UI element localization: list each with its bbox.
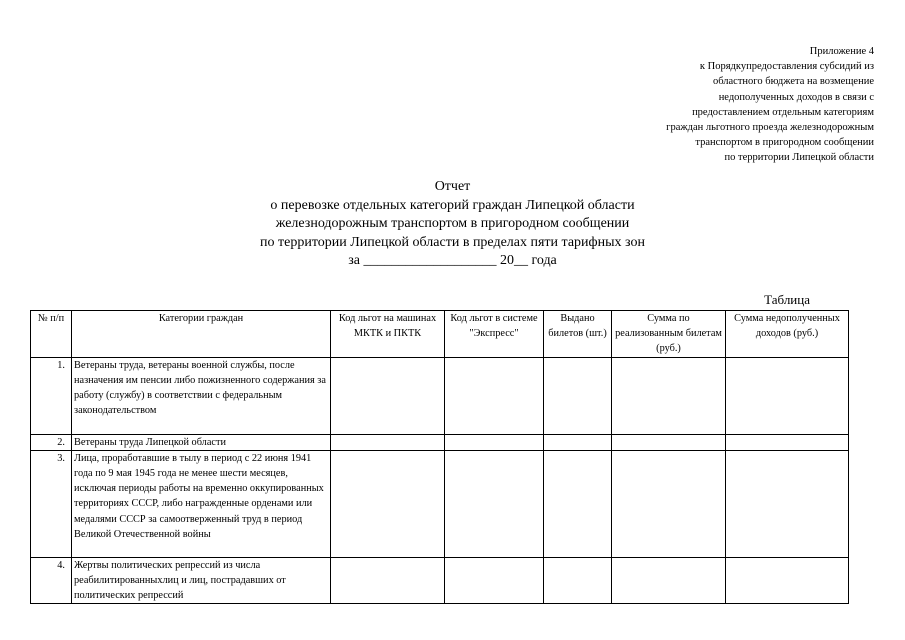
row-cell-sum-sold (612, 450, 726, 557)
row-cell-sum-lost (726, 357, 849, 434)
appendix-block (544, 44, 874, 166)
row-cell-code-express (445, 434, 544, 450)
header-cell-category: Категории граждан (72, 311, 331, 358)
appendix-line: транспортом в пригородном сообщении (695, 137, 874, 149)
row-cell-sum-lost (726, 450, 849, 557)
header-cell-code-express: Код льгот в системе "Экспресс" (445, 311, 544, 358)
title-line: о перевозке отдельных категорий граждан Липецкой области (270, 197, 635, 213)
row-cell-code-mktk (331, 357, 445, 434)
row-category: Лица, проработавшие в тылу в период с 22 июня 1941 года по 9 мая 1945 года не менее шести месяцев, исключая периоды работы на временно оккупированных территориях СССР, либо награжденные орденами или медалями СССР за самоотверженный труд в период Великой Отечественной войны (72, 450, 331, 557)
header-cell-number: № п/п (31, 311, 72, 358)
row-cell-code-mktk (331, 434, 445, 450)
row-category: Жертвы политических репрессий из числа реабилитированныхлиц и лиц, пострадавших от политических репрессий (72, 557, 331, 604)
header-cell-sum-lost: Сумма недополученных доходов (руб.) (726, 311, 849, 358)
appendix-line: граждан льготного проезда железнодорожным (666, 122, 874, 134)
row-cell-code-express (445, 557, 544, 604)
row-number: 3. (31, 450, 72, 557)
appendix-line: по территории Липецкой области (724, 152, 874, 164)
report-table (30, 310, 849, 604)
header-cell-tickets-issued: Выдано билетов (шт.) (544, 311, 612, 358)
appendix-line: предоставлением отдельным категориям (692, 106, 874, 118)
report-title (0, 178, 905, 271)
appendix-line: областного бюджета на возмещение (712, 76, 874, 88)
header-cell-code-mktk: Код льгот на машинах МКТК и ПКТК (331, 311, 445, 358)
row-number: 4. (31, 557, 72, 604)
row-category: Ветераны труда, ветераны военной службы, после назначения им пенсии либо пожизненного содержания за работу (службу) в соответствии с федеральным законодательством (72, 357, 331, 434)
row-number: 2. (31, 434, 72, 450)
title-line: железнодорожным транспортом в пригородном сообщении (275, 216, 630, 232)
appendix-line: к Порядкупредоставления субсидий из (699, 61, 874, 73)
row-cell-code-express (445, 357, 544, 434)
title-line: за ___________________ 20__ года (348, 253, 557, 269)
row-cell-sum-sold (612, 434, 726, 450)
row-cell-code-mktk (331, 450, 445, 557)
table-row (31, 434, 849, 450)
row-cell-code-mktk (331, 557, 445, 604)
row-category: Ветераны труда Липецкой области (72, 434, 331, 450)
appendix-line: недополученных доходов в связи с (718, 91, 874, 103)
table-row (31, 357, 849, 434)
table-header-row (31, 311, 849, 358)
row-cell-sum-lost (726, 434, 849, 450)
table-row (31, 450, 849, 557)
row-cell-sum-sold (612, 357, 726, 434)
row-number: 1. (31, 357, 72, 434)
row-cell-sum-sold (612, 557, 726, 604)
row-cell-code-express (445, 450, 544, 557)
row-cell-tickets-issued (544, 357, 612, 434)
row-cell-sum-lost (726, 557, 849, 604)
table-row (31, 557, 849, 604)
row-cell-tickets-issued (544, 557, 612, 604)
title-line: по территории Липецкой области в пределах пяти тарифных зон (260, 234, 645, 250)
title-line: Отчет (434, 179, 471, 194)
table-caption: Таблица (764, 292, 810, 307)
row-cell-tickets-issued (544, 434, 612, 450)
appendix-line: Приложение 4 (809, 46, 874, 57)
row-cell-tickets-issued (544, 450, 612, 557)
header-cell-sum-sold: Сумма по реализованным билетам (руб.) (612, 311, 726, 358)
